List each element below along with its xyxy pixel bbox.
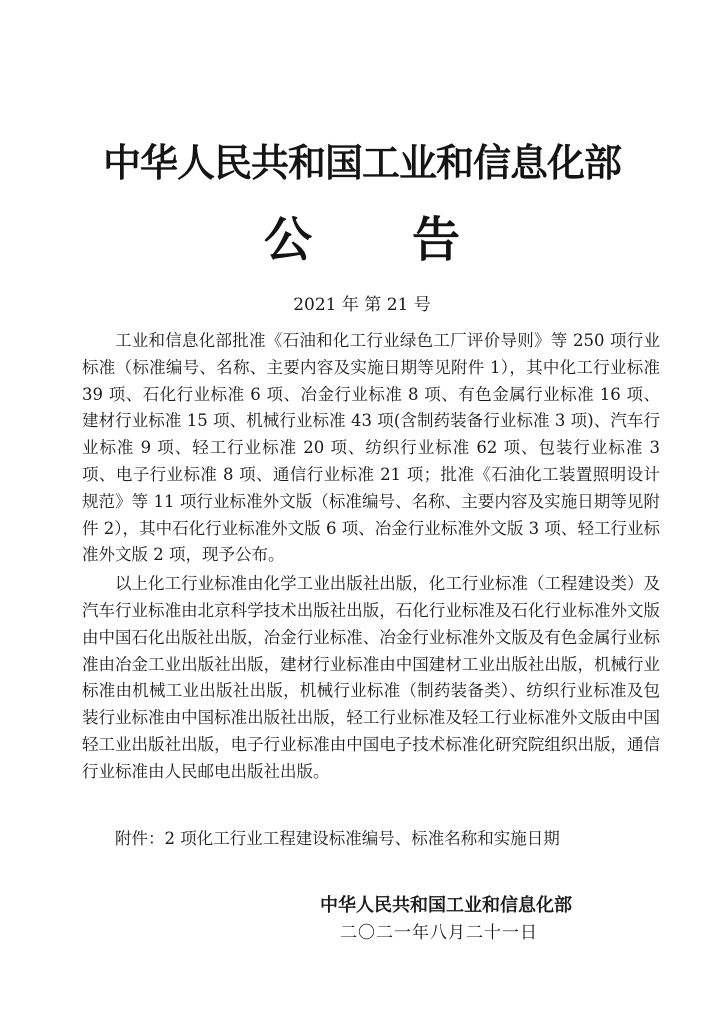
document-number: 2021 年 第 21 号 — [293, 295, 431, 315]
signature-organization: 中华人民共和国工业和信息化部 — [320, 895, 572, 916]
body-paragraph-approval: 工业和信息化部批准《石油和化工行业绿色工厂评价导则》等 250 项行业标准（标准编号、名称、主要内容及实施日期等见附件 1），其中化工行业标准 39 项、石化行业标准 6 项、冶金行业标准 8 项、有色金属行业标准 16 项、建材行业标准 15 项、机械行业标准 43 项(含制药装备行业标准 3 项)、汽车行业标准 9 项、轻工行业标准 20 项、纺织行业标准 62 项、包装行业标准 3 项、电子行业标准 8 项、通信行业标准 21 项；批准《石油化工装置照明设计规范》等 11 项行业标准外文版（标准编号、名称、主要内容及实施日期等见附件 2），其中石化行业标准外文版 6 项、冶金行业标准外文版 3 项、轻工行业标准外文版 2 项，现予公布。 — [82, 331, 660, 565]
ministry-title: 中华人民共和国工业和信息化部 — [102, 141, 621, 185]
attachment-line: 附件：2 项化工行业工程建设标准编号、标准名称和实施日期 — [115, 829, 560, 848]
notice-title: 公告 — [263, 212, 560, 268]
body-paragraph-publishers: 以上化工行业标准由化学工业出版社出版，化工行业标准（工程建设类）及汽车行业标准由北京科学技术出版社出版，石化行业标准及石化行业标准外文版由中国石化出版社出版，冶金行业标准、冶金行业标准外文版及有色金属行业标准由冶金工业出版社出版，建材行业标准由中国建材工业出版社出版，机械行业标准由机械工业出版社出版，机械行业标准（制药装备类）、纺织行业标准及包装行业标准由中国标准出版社出版，轻工行业标准及轻工行业标准外文版由中国轻工业出版社出版，电子行业标准由中国电子技术标准化研究院组织出版，通信行业标准由人民邮电出版社出版。 — [82, 574, 660, 781]
signature-date: 二〇二一年八月二十一日 — [340, 923, 538, 943]
notice-body — [82, 328, 660, 786]
